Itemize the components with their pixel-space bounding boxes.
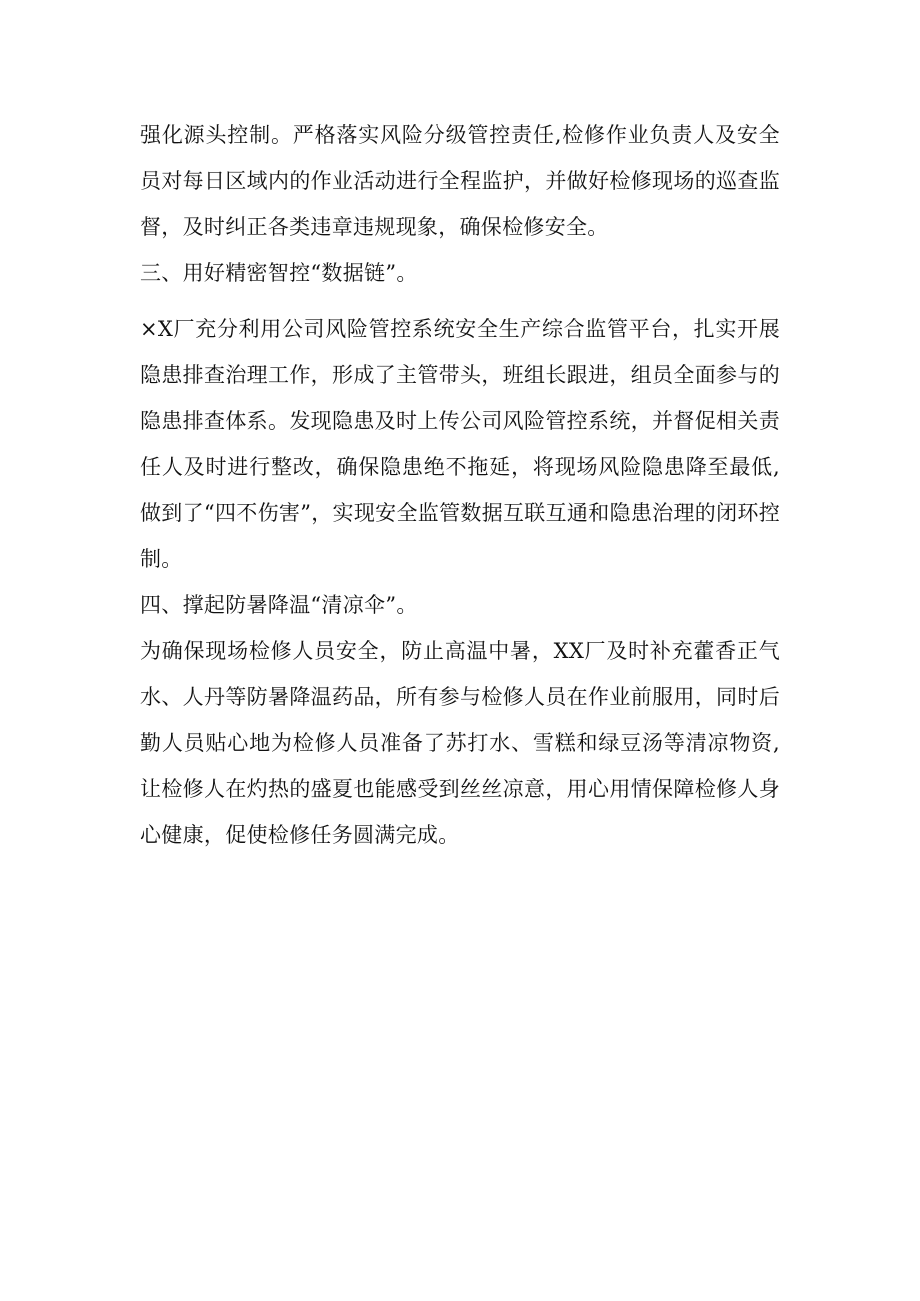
paragraph-cooling-umbrella: 为确保现场检修人员安全，防止高温中暑，XX厂及时补充藿香正气水、人丹等防暑降温药品，所有参与检修人员在作业前服用，同时后勤人员贴心地为检修人员准备了苏打水、雪糕和绿豆汤等清凉物资,让检修人在灼热的盛夏也能感受到丝丝凉意，用心用情保障检修人身心健康，促使检修任务圆满完成。 <box>140 639 780 847</box>
paragraph-source-control: 强化源头控制。严格落实风险分级管控责任,检修作业负责人及安全员对每日区域内的作业活动进行全程监护，并做好检修现场的巡查监督，及时纠正各类违章违规现象，确保检修安全。 <box>140 123 780 239</box>
section-heading-data-chain: 三、用好精密智控“数据链”。 <box>140 261 418 285</box>
section-heading-cooling-umbrella: 四、撑起防暑降温“清凉伞”。 <box>140 593 418 617</box>
document-body <box>140 112 780 858</box>
paragraph-data-chain: ×X厂充分利用公司风险管控系统安全生产综合监管平台，扎实开展隐患排查治理工作，形成了主管带头，班组长跟进，组员全面参与的隐患排查体系。发现隐患及时上传公司风险管控系统，并督促相关责任人及时进行整改，确保隐患绝不拖延，将现场风险隐患降至最低,做到了“四不伤害”，实现安全监管数据互联互通和隐患治理的闭环控制。 <box>140 317 780 571</box>
